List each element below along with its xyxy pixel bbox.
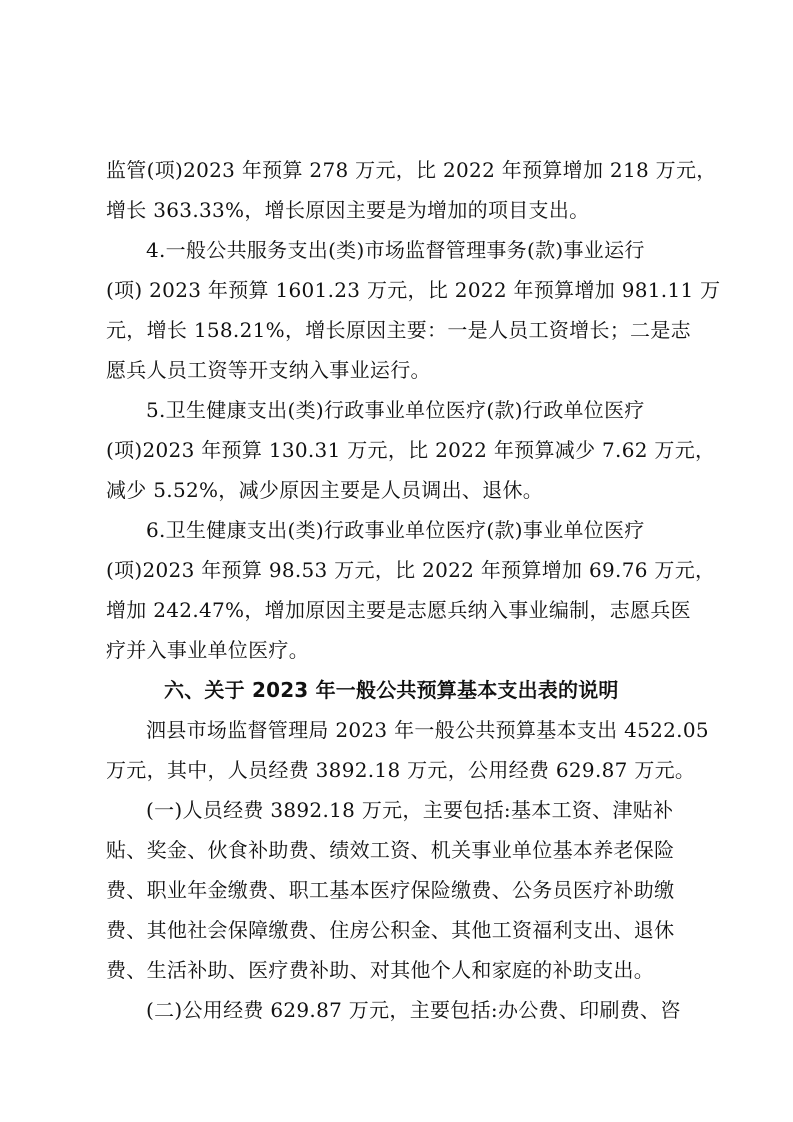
paragraph-line: (项)2023 年预算 98.53 万元，比 2022 年预算增加 69.76 万元， [106,558,716,582]
paragraph-line: 费、生活补助、医疗费补助、对其他个人和家庭的补助支出。 [106,958,655,982]
paragraph-line: 增长 363.33%，增长原因主要是为增加的项目支出。 [106,198,590,222]
paragraph-line: (一)人员经费 3892.18 万元，主要包括:基本工资、津贴补 [146,798,674,822]
paragraph-line: 元，增长 158.21%，增长原因主要：一是人员工资增长；二是志 [106,318,691,342]
paragraph-line: 愿兵人员工资等开支纳入事业运行。 [106,358,431,382]
paragraph-line: 万元，其中，人员经费 3892.18 万元，公用经费 629.87 万元。 [106,758,696,782]
paragraph-line: 减少 5.52%，减少原因主要是人员调出、退休。 [106,478,544,502]
section-heading: 六、关于 2023 年一般公共预算基本支出表的说明 [164,678,619,702]
paragraph-line: 费、其他社会保障缴费、住房公积金、其他工资福利支出、退休 [106,918,675,942]
paragraph-line: 贴、奖金、伙食补助费、绩效工资、机关事业单位基本养老保险 [106,838,675,862]
paragraph-line: 泗县市场监督管理局 2023 年一般公共预算基本支出 4522.05 [146,718,709,742]
paragraph-line: (项) 2023 年预算 1601.23 万元，比 2022 年预算增加 981.11 万 [106,278,721,302]
paragraph-line: 增加 242.47%，增加原因主要是志愿兵纳入事业编制，志愿兵医 [106,598,691,622]
paragraph-line: 疗并入事业单位医疗。 [106,638,309,662]
paragraph-line: 5.卫生健康支出(类)行政事业单位医疗(款)行政单位医疗 [146,398,645,422]
paragraph-line: 监管(项)2023 年预算 278 万元，比 2022 年预算增加 218 万元， [106,158,717,182]
paragraph-line: 费、职业年金缴费、职工基本医疗保险缴费、公务员医疗补助缴 [106,878,675,902]
paragraph-line: 4.一般公共服务支出(类)市场监督管理事务(款)事业运行 [146,238,645,262]
paragraph-line: (二)公用经费 629.87 万元，主要包括:办公费、印刷费、咨 [146,998,681,1022]
paragraph-line: (项)2023 年预算 130.31 万元，比 2022 年预算减少 7.62 万元， [106,438,716,462]
paragraph-line: 6.卫生健康支出(类)行政事业单位医疗(款)事业单位医疗 [146,518,645,542]
